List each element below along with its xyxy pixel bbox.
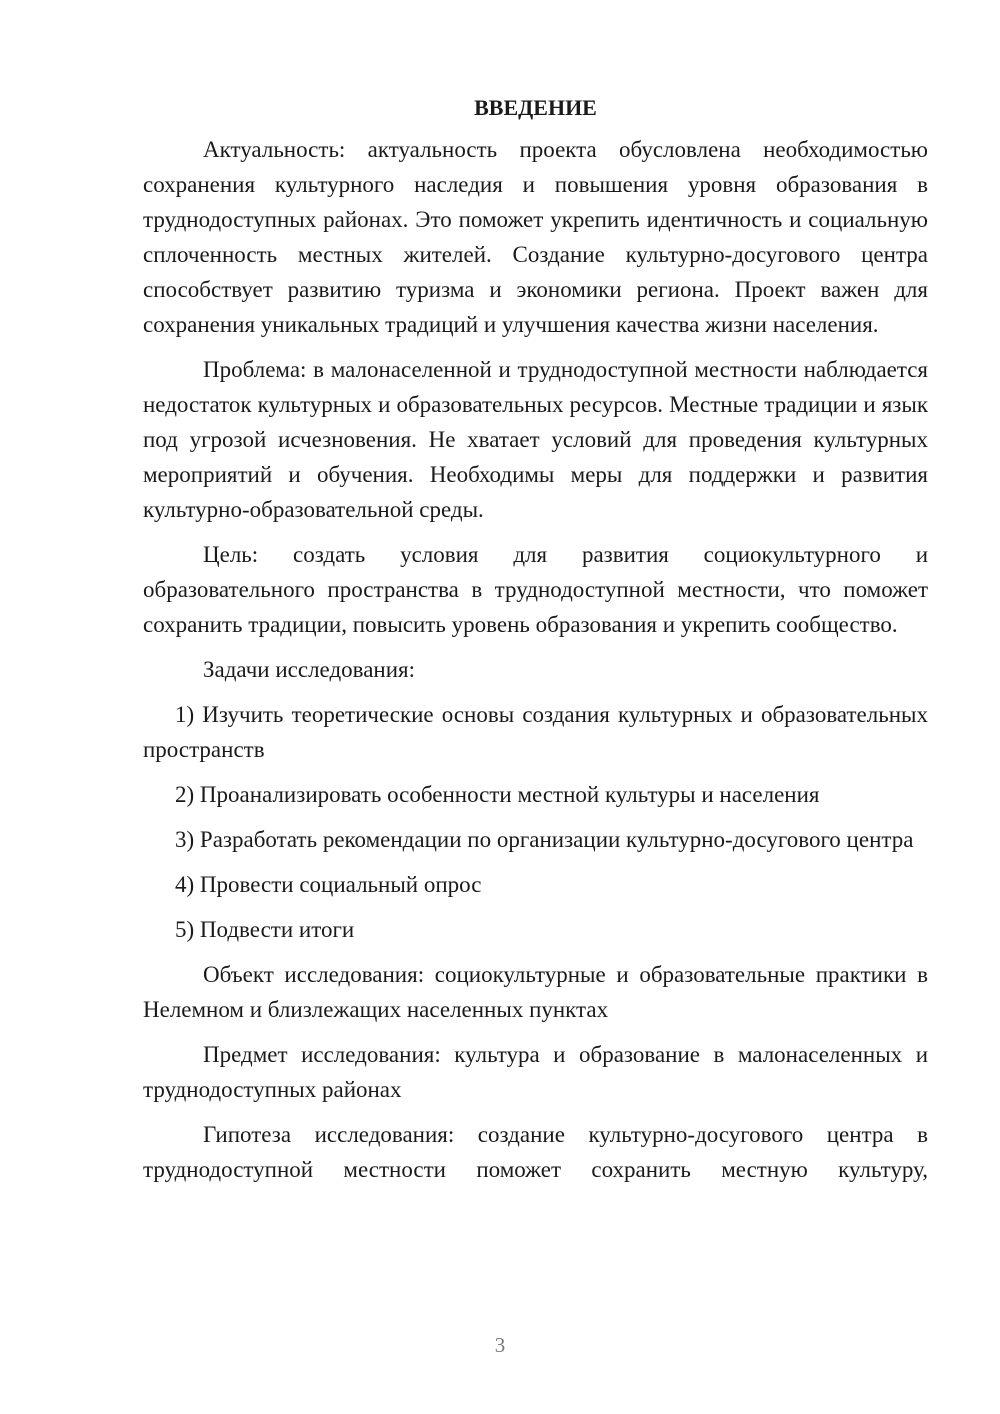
- paragraph-subject: Предмет исследования: культура и образование в малонаселенных и труднодоступных районах: [143, 1042, 928, 1102]
- paragraph-problem: Проблема: в малонаселенной и труднодоступной местности наблюдается недостаток культурных и образовательных ресурсов. Местные традиции и язык под угрозой исчезновения. Не хватает условий для проведения культурных мероприятий и обучения. Необходимы меры для поддержки и развития культурно-образовательной среды.: [143, 357, 928, 522]
- paragraph-object: Объект исследования: социокультурные и образовательные практики в Нелемном и близлежащих населенных пунктах: [143, 962, 928, 1022]
- paragraph-goal: Цель: создать условия для развития социокультурного и образовательного пространства в труднодоступной местности, что поможет сохранить традиции, повысить уровень образования и укрепить сообщество.: [143, 542, 928, 637]
- task-item-4: 4) Провести социальный опрос: [175, 872, 482, 897]
- task-item-5: 5) Подвести итоги: [175, 917, 355, 942]
- paragraph-hypothesis: Гипотеза исследования: создание культурно-досугового центра в труднодоступной местности поможет сохранить местную культуру,: [143, 1122, 928, 1182]
- paragraph-relevance: Актуальность: актуальность проекта обусловлена необходимостью сохранения культурного наследия и повышения уровня образования в труднодоступных районах. Это поможет укрепить идентичность и социальную сплоченность местных жителей. Создание культурно-досугового центра способствует развитию туризма и экономики региона. Проект важен для сохранения уникальных традиций и улучшения качества жизни населения.: [143, 137, 928, 337]
- page-title: ВВЕДЕНИЕ: [474, 95, 597, 120]
- page-number: 3: [494, 1333, 506, 1357]
- task-item-1: 1) Изучить теоретические основы создания культурных и образовательных пространств: [143, 702, 928, 762]
- tasks-heading: Задачи исследования:: [203, 657, 416, 682]
- task-item-2: 2) Проанализировать особенности местной культуры и населения: [175, 782, 820, 807]
- task-item-3: 3) Разработать рекомендации по организации культурно-досугового центра: [175, 827, 914, 852]
- document-page: [143, 92, 928, 1197]
